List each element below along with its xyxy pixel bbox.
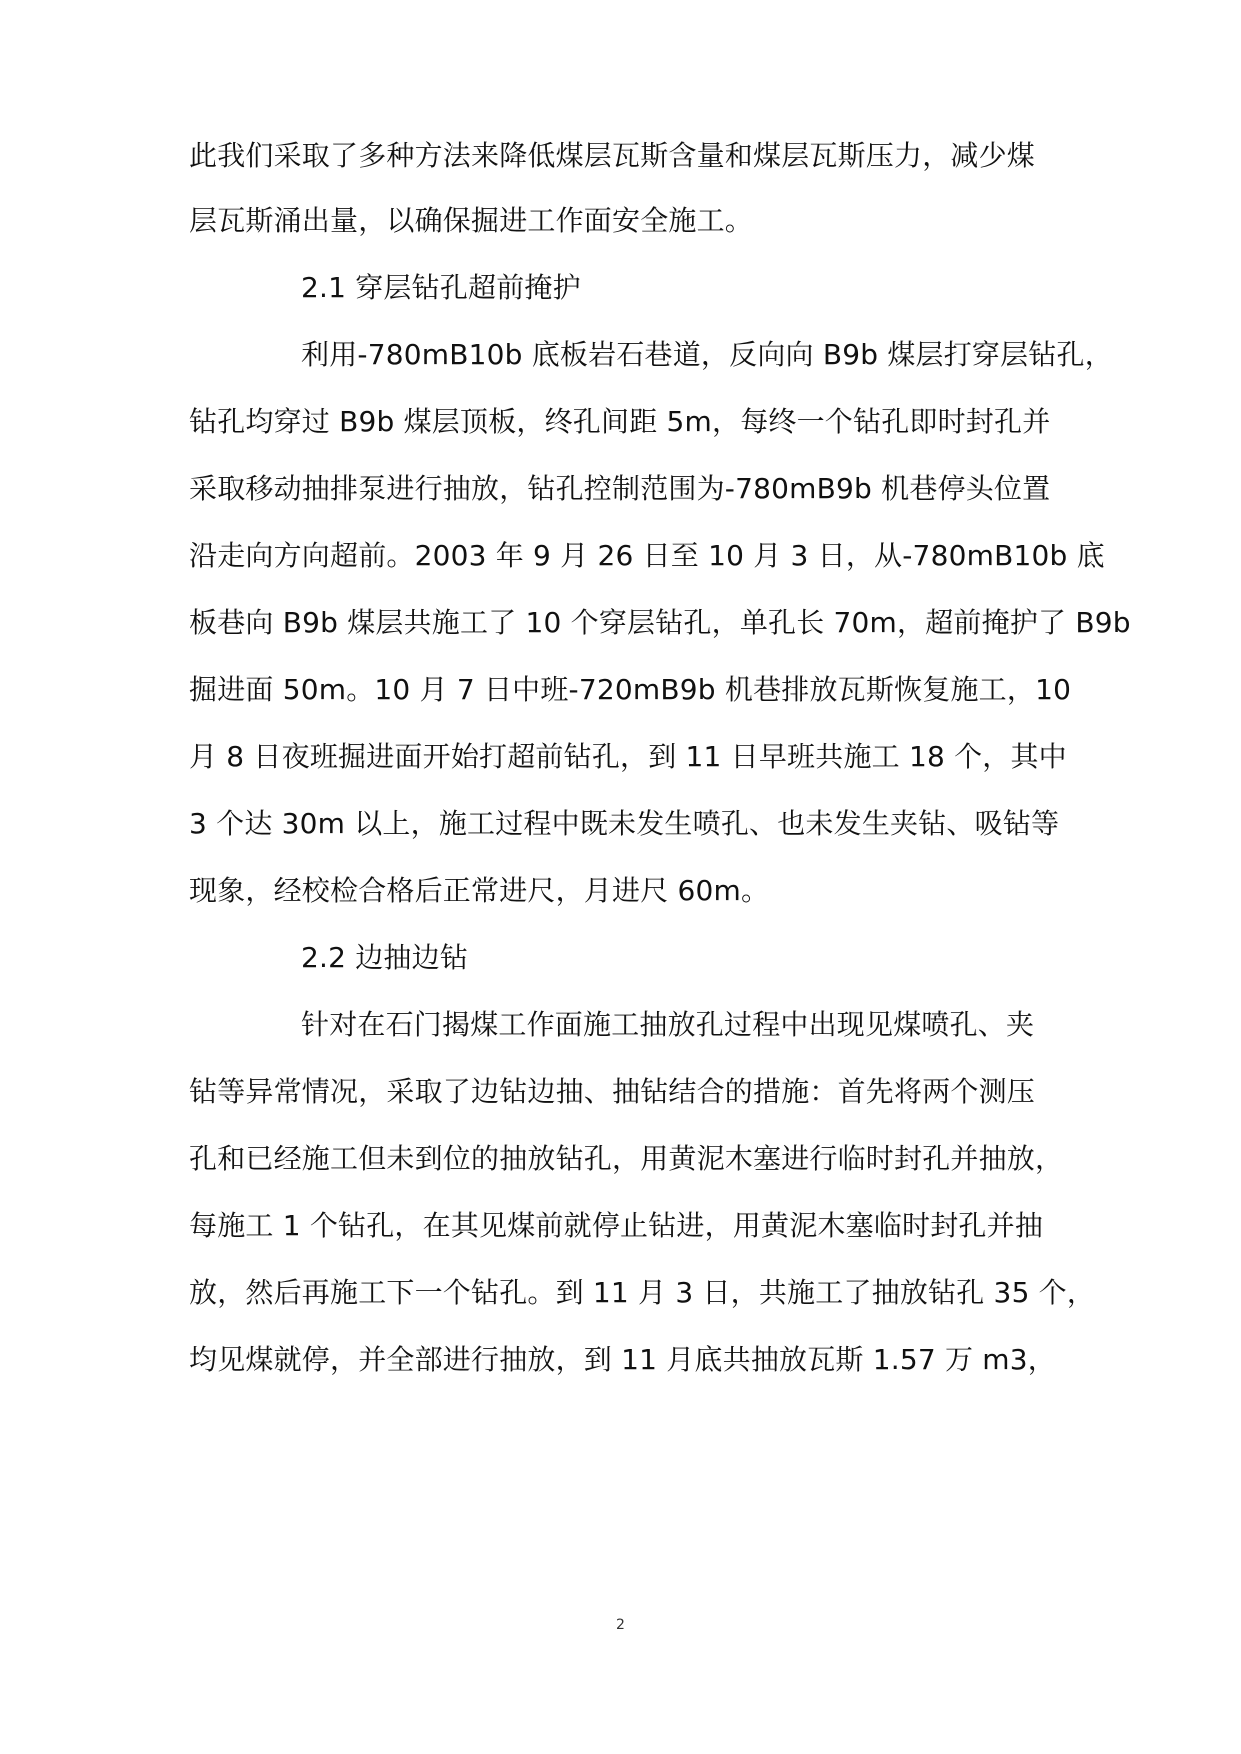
text-line: 针对在石门揭煤工作面施工抽放孔过程中出现见煤喷孔、夹 bbox=[301, 1008, 1035, 1041]
text-line: 掘进面 50m。10 月 7 日中班-720mB9b 机巷排放瓦斯恢复施工，10 bbox=[189, 673, 1072, 706]
text-line: 利用-780mB10b 底板岩石巷道，反向向 B9b 煤层打穿层钻孔， bbox=[301, 338, 1113, 371]
section-heading: 2.2 边抽边钻 bbox=[301, 941, 469, 974]
page-number: 2 bbox=[616, 1617, 625, 1633]
text-line: 月 8 日夜班掘进面开始打超前钻孔，到 11 日早班共施工 18 个，其中 bbox=[189, 740, 1067, 773]
text-line: 采取移动抽排泵进行抽放，钻孔控制范围为-780mB9b 机巷停头位置 bbox=[189, 472, 1051, 505]
text-line: 钻孔均穿过 B9b 煤层顶板，终孔间距 5m，每终一个钻孔即时封孔并 bbox=[189, 405, 1051, 438]
text-line: 3 个达 30m 以上，施工过程中既未发生喷孔、也未发生夹钻、吸钻等 bbox=[189, 807, 1060, 840]
section-heading: 2.1 穿层钻孔超前掩护 bbox=[301, 271, 581, 304]
text-line: 孔和已经施工但未到位的抽放钻孔，用黄泥木塞进行临时封孔并抽放， bbox=[189, 1142, 1064, 1175]
text-line: 放，然后再施工下一个钻孔。到 11 月 3 日，共施工了抽放钻孔 35 个， bbox=[189, 1276, 1096, 1309]
text-line: 板巷向 B9b 煤层共施工了 10 个穿层钻孔，单孔长 70m，超前掩护了 B9b bbox=[189, 606, 1131, 639]
text-line: 钻等异常情况，采取了边钻边抽、抽钻结合的措施：首先将两个测压 bbox=[189, 1075, 1036, 1108]
text-line: 层瓦斯涌出量，以确保掘进工作面安全施工。 bbox=[189, 204, 754, 237]
text-line: 沿走向方向超前。2003 年 9 月 26 日至 10 月 3 日，从-780mB10b 底 bbox=[189, 539, 1105, 572]
text-line: 每施工 1 个钻孔，在其见煤前就停止钻进，用黄泥木塞临时封孔并抽 bbox=[189, 1209, 1044, 1242]
text-line: 均见煤就停，并全部进行抽放，到 11 月底共抽放瓦斯 1.57 万 m3， bbox=[189, 1343, 1056, 1376]
text-line: 现象，经校检合格后正常进尺，月进尺 60m。 bbox=[189, 874, 770, 907]
text-line: 此我们采取了多种方法来降低煤层瓦斯含量和煤层瓦斯压力，减少煤 bbox=[189, 139, 1036, 172]
